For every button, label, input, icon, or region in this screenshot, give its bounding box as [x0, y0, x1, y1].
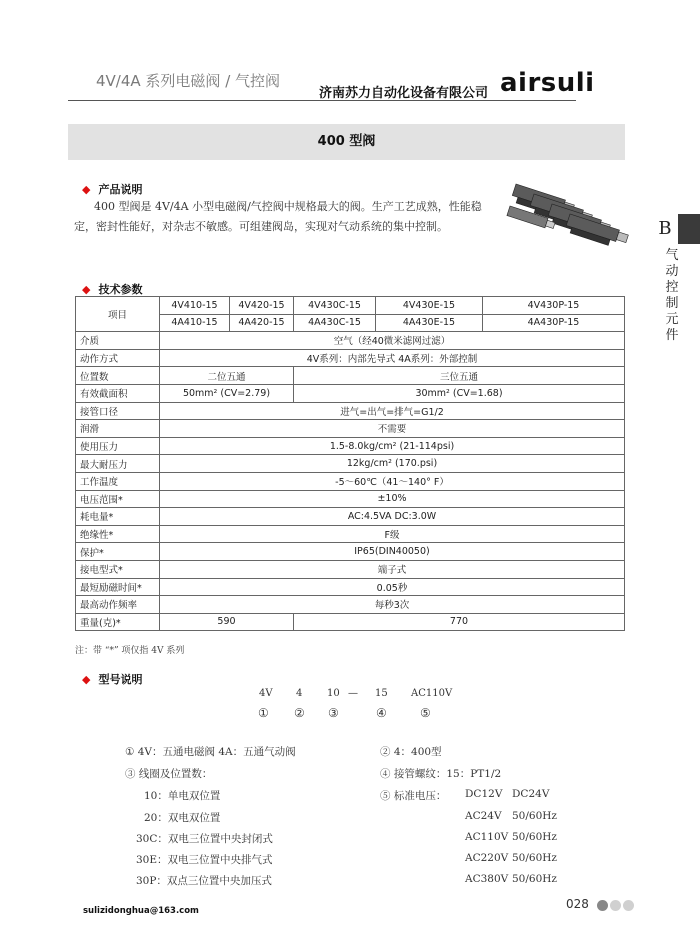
- row-label: 接管口径: [76, 402, 160, 420]
- model-cell: 4V420-15: [230, 297, 294, 315]
- legend-item: 10：单电双位置: [144, 790, 221, 802]
- model-code-part: —: [348, 688, 358, 699]
- row-label: 最大耐压力: [76, 455, 160, 473]
- row-value: 进气=出气=排气=G1/2: [160, 402, 625, 420]
- table-row: [76, 543, 625, 561]
- table-row: [76, 384, 625, 402]
- row-value: AC:4.5VA DC:3.0W: [160, 508, 625, 526]
- voltage-value: AC380V: [465, 873, 509, 885]
- row-value: 三位五通: [294, 367, 625, 385]
- row-value: F级: [160, 525, 625, 543]
- table-row: [76, 402, 625, 420]
- model-cell: 4A430C-15: [294, 314, 376, 332]
- section-tab-label: 气动控制元件: [665, 248, 679, 343]
- row-label: 接电型式*: [76, 560, 160, 578]
- row-value: 4V系列：内部先导式 4A系列：外部控制: [160, 349, 625, 367]
- page-dot: [597, 900, 608, 911]
- table-row: [76, 297, 625, 315]
- legend-item: 30C：双电三位置中央封闭式: [136, 833, 273, 845]
- table-row: [76, 508, 625, 526]
- row-label: 保护*: [76, 543, 160, 561]
- model-marker: ③: [328, 706, 339, 720]
- row-label: 绝缘性*: [76, 525, 160, 543]
- footer-email: sulizidonghua@163.com: [83, 906, 199, 916]
- table-row: [76, 367, 625, 385]
- legend-item: 30P：双点三位置中央加压式: [136, 875, 272, 887]
- row-label: 使用压力: [76, 437, 160, 455]
- table-row: [76, 525, 625, 543]
- spec-heading-text: 技术参数: [98, 283, 143, 296]
- row-value: 1.5-8.0kg/cm² (21-114psi): [160, 437, 625, 455]
- model-code-part: 4: [296, 688, 303, 699]
- voltage-value: AC110V: [465, 831, 509, 843]
- voltage-value: DC24V: [512, 788, 550, 800]
- row-label: 重量(克)*: [76, 613, 160, 631]
- model-cell: 4A420-15: [230, 314, 294, 332]
- table-note: 注：带 “*” 项仅指 4V 系列: [75, 646, 185, 656]
- model-heading-text: 型号说明: [98, 673, 143, 686]
- page-number: 028: [566, 897, 589, 911]
- series-title: 4V/4A 系列电磁阀 / 气控阀: [96, 72, 281, 90]
- legend-item: ② 4：400型: [380, 746, 442, 758]
- row-label: 位置数: [76, 367, 160, 385]
- row-label: 最高动作频率: [76, 596, 160, 614]
- table-row: [76, 613, 625, 631]
- row-value: -5～60℃（41～140° F）: [160, 472, 625, 490]
- row-label: 最短励磁时间*: [76, 578, 160, 596]
- table-row: [76, 349, 625, 367]
- spec-heading: [82, 281, 142, 297]
- row-label: 动作方式: [76, 349, 160, 367]
- valve-product-image: [506, 176, 646, 266]
- table-row: [76, 472, 625, 490]
- model-cell: 4V430P-15: [483, 297, 625, 315]
- legend-item: ① 4V：五通电磁阀 4A：五通气动阀: [125, 746, 296, 758]
- row-value: 端子式: [160, 560, 625, 578]
- model-code-part: 10: [327, 688, 340, 699]
- diamond-icon: ◆: [82, 673, 91, 686]
- model-cell: 4V410-15: [160, 297, 230, 315]
- legend-item: ⑤ 标准电压：: [380, 790, 447, 802]
- row-value: ±10%: [160, 490, 625, 508]
- model-cell: 4V430C-15: [294, 297, 376, 315]
- item-label: 项目: [76, 297, 160, 332]
- table-row: [76, 420, 625, 438]
- row-label: 电压范围*: [76, 490, 160, 508]
- diamond-icon: ◆: [82, 183, 91, 196]
- model-code-part: 4V: [259, 688, 273, 699]
- model-code-part: 15: [375, 688, 388, 699]
- page-title: 400 型阀: [317, 134, 376, 149]
- model-cell: 4V430E-15: [376, 297, 483, 315]
- voltage-value: AC220V: [465, 852, 509, 864]
- section-tab: [652, 214, 700, 244]
- row-value: 0.05秒: [160, 578, 625, 596]
- product-heading: [82, 181, 142, 197]
- row-value: 12kg/cm² (170.psi): [160, 455, 625, 473]
- table-row: [76, 437, 625, 455]
- model-marker: ①: [258, 706, 269, 720]
- legend-item: ③ 线圈及位置数：: [125, 768, 213, 780]
- row-label: 润滑: [76, 420, 160, 438]
- table-row: [76, 332, 625, 350]
- row-value: 空气（经40微米滤网过滤）: [160, 332, 625, 350]
- voltage-freq: 50/60Hz: [512, 831, 557, 843]
- table-row: [76, 596, 625, 614]
- spec-table: [75, 296, 625, 631]
- section-tab-letter: B: [652, 214, 678, 244]
- model-cell: 4A430P-15: [483, 314, 625, 332]
- table-row: [76, 455, 625, 473]
- table-row: [76, 490, 625, 508]
- voltage-freq: 50/60Hz: [512, 873, 557, 885]
- row-value: 50mm² (CV=2.79): [160, 384, 294, 402]
- product-heading-text: 产品说明: [98, 183, 143, 196]
- table-row: [76, 560, 625, 578]
- table-row: [76, 578, 625, 596]
- page-dot: [610, 900, 621, 911]
- model-marker: ④: [376, 706, 387, 720]
- row-label: 有效截面积: [76, 384, 160, 402]
- legend-item: 20：双电双位置: [144, 812, 221, 824]
- legend-item: ④ 接管螺纹：15：PT1/2: [380, 768, 502, 780]
- title-bar: [68, 124, 625, 160]
- row-label: 介质: [76, 332, 160, 350]
- model-cell: 4A430E-15: [376, 314, 483, 332]
- diamond-icon: ◆: [82, 283, 91, 296]
- row-value: 二位五通: [160, 367, 294, 385]
- row-label: 工作温度: [76, 472, 160, 490]
- row-value: 770: [294, 613, 625, 631]
- model-marker: ⑤: [420, 706, 431, 720]
- model-heading: [82, 671, 142, 687]
- row-label: 耗电量*: [76, 508, 160, 526]
- voltage-freq: 50/60Hz: [512, 810, 557, 822]
- row-value: 每秒3次: [160, 596, 625, 614]
- voltage-freq: 50/60Hz: [512, 852, 557, 864]
- row-value: 30mm² (CV=1.68): [294, 384, 625, 402]
- company-name: 济南苏力自动化设备有限公司: [319, 86, 489, 101]
- model-code-part: AC110V: [411, 688, 453, 699]
- row-value: IP65(DIN40050): [160, 543, 625, 561]
- legend-item: 30E：双电三位置中央排气式: [136, 854, 273, 866]
- model-cell: 4A410-15: [160, 314, 230, 332]
- row-value: 590: [160, 613, 294, 631]
- voltage-value: DC12V: [465, 788, 503, 800]
- model-marker: ②: [294, 706, 305, 720]
- brand-logo: airsuli: [500, 68, 595, 98]
- product-description: 400 型阀是 4V/4A 小型电磁阀/气控阀中规格最大的阀。生产工艺成熟，性能稳定，密封性能好，对杂志不敏感。可组建阀岛，实现对气动系统的集中控制。: [74, 200, 482, 233]
- header-rule: [68, 100, 308, 101]
- voltage-value: AC24V: [465, 810, 502, 822]
- page-dot: [623, 900, 634, 911]
- row-value: 不需要: [160, 420, 625, 438]
